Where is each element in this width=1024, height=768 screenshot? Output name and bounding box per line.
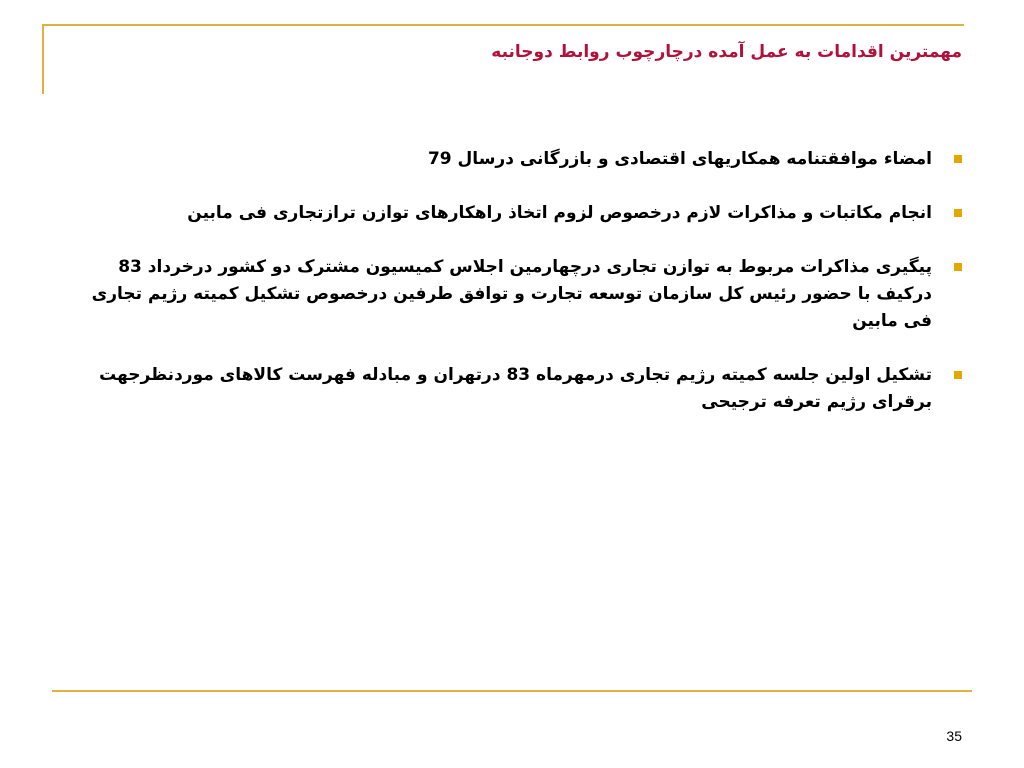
bullet-item xyxy=(72,362,932,416)
bullet-text: امضاء موافقتنامه همکاریهای اقتصادی و بازرگانی درسال 79 xyxy=(427,149,932,169)
top-border-line xyxy=(42,24,964,26)
bullet-item xyxy=(72,254,932,335)
square-bullet-icon xyxy=(954,263,962,271)
bullet-text: انجام مکاتبات و مذاکرات لازم درخصوص لزوم اتخاذ راهکارهای توازن ترازتجاری فی مابین xyxy=(187,203,932,223)
square-bullet-icon xyxy=(954,209,962,217)
left-border-line xyxy=(42,24,44,94)
bullet-text: تشکیل اولین جلسه کمیته رژیم تجاری درمهرماه 83 درتهران و مبادله فهرست کالاهای موردنظرجهت برقرای رژیم تعرفه ترجیحی xyxy=(99,365,932,412)
square-bullet-icon xyxy=(954,155,962,163)
bullet-item xyxy=(72,146,932,173)
slide-title: مهمترین اقدامات به عمل آمده درچارچوب روابط دوجانبه xyxy=(491,42,962,62)
bottom-border-line xyxy=(52,690,972,692)
bullet-list xyxy=(72,146,932,443)
bullet-text: پیگیری مذاکرات مربوط به توازن تجاری درچهارمین اجلاس کمیسیون مشترک دو کشور درخرداد 83 درکیف با حضور رئیس کل سازمان توسعه تجارت و توافق طرفین درخصوص تشکیل کمیته رژیم تجاری فی مابین xyxy=(91,257,932,331)
square-bullet-icon xyxy=(954,371,962,379)
bullet-item xyxy=(72,200,932,227)
page-number: 35 xyxy=(946,728,962,744)
